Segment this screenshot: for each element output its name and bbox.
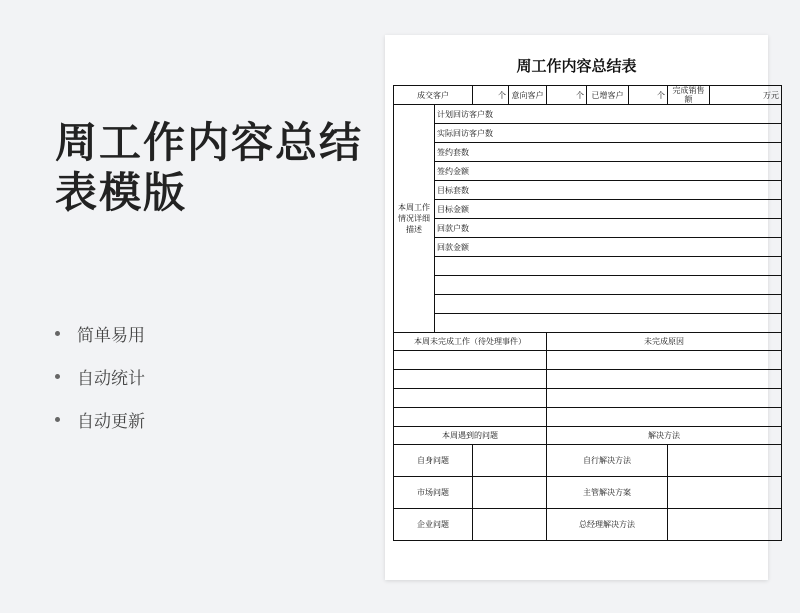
detail-item	[435, 257, 782, 276]
detail-row	[394, 276, 782, 295]
bullet-dot	[55, 417, 60, 422]
unfinished-reason-header: 未完成原因	[547, 333, 782, 351]
unfinished-reason-cell	[547, 408, 782, 427]
feature-item	[55, 398, 145, 441]
problem-row	[394, 445, 782, 477]
detail-item: 目标金额	[435, 200, 782, 219]
unfinished-header-row	[394, 333, 782, 351]
unfinished-row	[394, 370, 782, 389]
solution-label: 主管解决方案	[547, 477, 668, 509]
problem-label: 自身问题	[394, 445, 473, 477]
problems-header-row	[394, 427, 782, 445]
problem-label: 企业问题	[394, 509, 473, 541]
problem-value-cell	[473, 445, 547, 477]
detail-row	[394, 181, 782, 200]
detail-row	[394, 295, 782, 314]
feature-label: 自动更新	[77, 412, 145, 432]
solutions-header: 解决方法	[547, 427, 782, 445]
problem-value-cell	[473, 509, 547, 541]
detail-row	[394, 162, 782, 181]
bullet-dot	[55, 331, 60, 336]
unfinished-reason-cell	[547, 351, 782, 370]
unfinished-row	[394, 408, 782, 427]
problem-value-cell	[473, 477, 547, 509]
detail-row	[394, 200, 782, 219]
sales-label: 完成销售额	[668, 86, 710, 105]
detail-item: 回款金额	[435, 238, 782, 257]
detail-row	[394, 219, 782, 238]
detail-row	[394, 257, 782, 276]
document-title: 周工作内容总结表	[516, 57, 637, 75]
detail-item: 目标套数	[435, 181, 782, 200]
intent-label: 意向客户	[509, 86, 547, 105]
detail-row	[394, 314, 782, 333]
unfinished-work-cell	[394, 370, 547, 389]
detail-item: 签约套数	[435, 143, 782, 162]
feature-list	[55, 312, 145, 441]
unfinished-reason-cell	[547, 370, 782, 389]
detail-item	[435, 276, 782, 295]
solution-label: 自行解决方法	[547, 445, 668, 477]
solution-value-cell	[668, 477, 782, 509]
unfinished-row	[394, 389, 782, 408]
detail-item: 签约金额	[435, 162, 782, 181]
feature-item	[55, 312, 145, 355]
bullet-dot	[55, 374, 60, 379]
problem-label: 市场问题	[394, 477, 473, 509]
feature-label: 简单易用	[77, 326, 145, 346]
detail-row	[394, 238, 782, 257]
problem-row	[394, 509, 782, 541]
details-section-label: 本周工作情况详细描述	[394, 105, 435, 333]
unfinished-work-header: 本周未完成工作（待处理事件）	[394, 333, 547, 351]
problem-row	[394, 477, 782, 509]
unfinished-work-cell	[394, 351, 547, 370]
detail-row	[394, 105, 782, 124]
detail-item: 实际回访客户数	[435, 124, 782, 143]
solution-value-cell	[668, 445, 782, 477]
deal-unit: 个	[473, 86, 509, 105]
solution-value-cell	[668, 509, 782, 541]
hero-title: 周工作内容总结表模版	[55, 118, 364, 217]
feature-item	[55, 355, 145, 398]
added-unit: 个	[629, 86, 668, 105]
unfinished-reason-cell	[547, 389, 782, 408]
added-label: 已增客户	[587, 86, 629, 105]
detail-row	[394, 124, 782, 143]
detail-item: 计划回访客户数	[435, 105, 782, 124]
detail-item: 回款户数	[435, 219, 782, 238]
detail-row	[394, 143, 782, 162]
problems-header: 本周遇到的问题	[394, 427, 547, 445]
summary-form	[393, 85, 782, 541]
detail-item	[435, 314, 782, 333]
feature-label: 自动统计	[77, 369, 145, 389]
solution-label: 总经理解决方法	[547, 509, 668, 541]
detail-item	[435, 295, 782, 314]
document-preview	[385, 35, 779, 580]
intent-unit: 个	[547, 86, 587, 105]
summary-row	[394, 86, 782, 105]
unfinished-work-cell	[394, 408, 547, 427]
unfinished-row	[394, 351, 782, 370]
unfinished-work-cell	[394, 389, 547, 408]
deal-label: 成交客户	[394, 86, 473, 105]
sales-unit: 万元	[710, 86, 782, 105]
